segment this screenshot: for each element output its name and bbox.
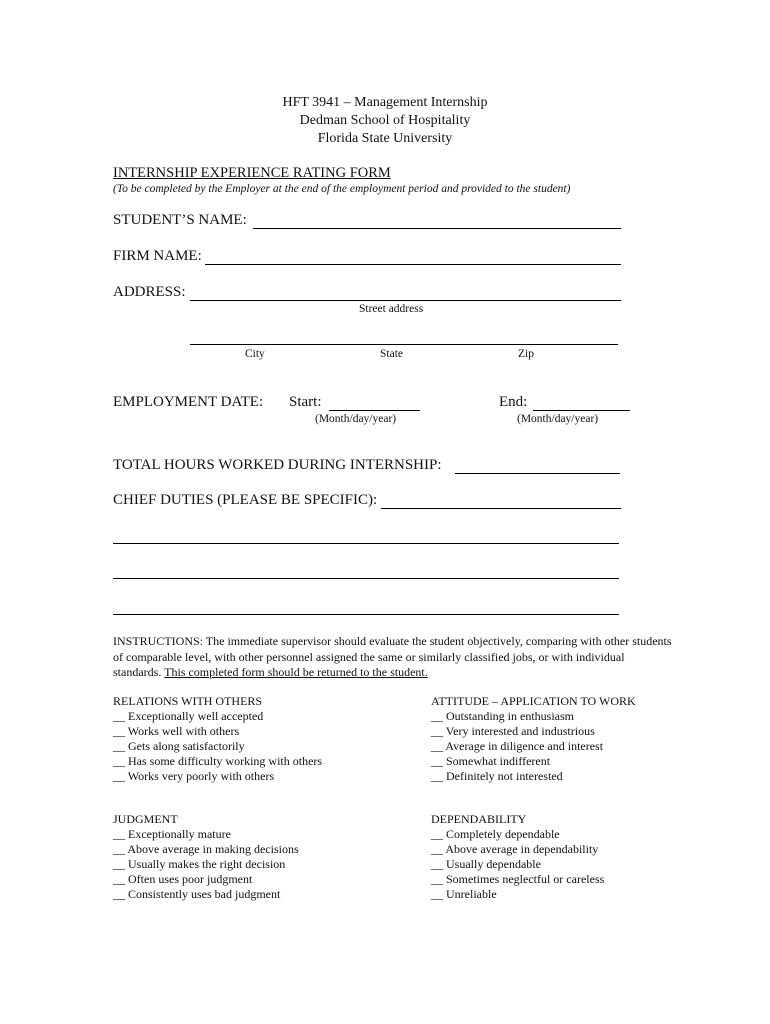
dependability-option[interactable]: __ Completely dependable <box>431 827 560 841</box>
judgment-option[interactable]: __ Consistently uses bad judgment <box>113 887 281 901</box>
start-label: Start: <box>289 394 322 410</box>
instructions-text: INSTRUCTIONS: The immediate supervisor should evaluate the student objectively, comparing with other students of comparable level, with other personnel assigned the same or similarly classified jobs, or with individual standards. <box>113 634 672 679</box>
chief-duties-line-4[interactable] <box>113 614 619 615</box>
street-address-caption: Street address <box>359 303 424 315</box>
chief-duties-line-3[interactable] <box>113 578 619 579</box>
relations-title: RELATIONS WITH OTHERS <box>113 694 263 708</box>
start-date-format: (Month/day/year) <box>315 413 397 425</box>
end-date-format: (Month/day/year) <box>517 413 599 425</box>
university-name: Florida State University <box>317 131 453 146</box>
dependability-option[interactable]: __ Unreliable <box>431 887 497 901</box>
dependability-section <box>431 812 604 902</box>
relations-option[interactable]: __ Has some difficulty working with others <box>113 754 323 768</box>
dependability-option[interactable]: __ Usually dependable <box>431 857 541 871</box>
judgment-option[interactable]: __ Above average in making decisions <box>113 842 299 856</box>
attitude-section <box>431 694 636 784</box>
firm-name-label: FIRM NAME: <box>113 248 202 264</box>
total-hours-field[interactable] <box>455 473 620 474</box>
instructions-return-note: This completed form should be returned to the student. <box>164 665 428 679</box>
relations-option[interactable]: __ Works well with others <box>113 724 240 738</box>
start-date-field[interactable] <box>329 410 420 411</box>
student-name-label: STUDENT’S NAME: <box>113 212 247 228</box>
zip-caption: Zip <box>518 348 534 360</box>
relations-option[interactable]: __ Gets along satisfactorily <box>113 739 245 753</box>
street-address-field[interactable] <box>190 300 621 301</box>
dependability-title: DEPENDABILITY <box>431 812 527 826</box>
end-date-field[interactable] <box>533 410 630 411</box>
judgment-option[interactable]: __ Exceptionally mature <box>113 827 231 841</box>
attitude-option[interactable]: __ Average in diligence and interest <box>431 739 604 753</box>
total-hours-label: TOTAL HOURS WORKED DURING INTERNSHIP: <box>113 457 442 473</box>
form-title: INTERNSHIP EXPERIENCE RATING FORM <box>113 165 391 181</box>
instructions <box>113 634 673 681</box>
dependability-option[interactable]: __ Sometimes neglectful or careless <box>431 872 605 886</box>
course-title: HFT 3941 – Management Internship <box>282 95 488 110</box>
employment-date-label: EMPLOYMENT DATE: <box>113 394 264 410</box>
attitude-option[interactable]: __ Outstanding in enthusiasm <box>431 709 574 723</box>
judgment-option[interactable]: __ Often uses poor judgment <box>113 872 253 886</box>
chief-duties-line-2[interactable] <box>113 543 619 544</box>
city-state-zip-field[interactable] <box>190 344 618 345</box>
end-label: End: <box>499 394 528 410</box>
address-label: ADDRESS: <box>113 284 186 300</box>
state-caption: State <box>380 348 403 360</box>
attitude-option[interactable]: __ Somewhat indifferent <box>431 754 551 768</box>
form-subtitle: (To be completed by the Employer at the end of the employment period and provided to the student) <box>113 183 571 195</box>
judgment-title: JUDGMENT <box>113 812 178 826</box>
student-name-field[interactable] <box>253 228 621 229</box>
firm-name-field[interactable] <box>205 264 621 265</box>
judgment-option[interactable]: __ Usually makes the right decision <box>113 857 286 871</box>
judgment-section <box>113 812 299 902</box>
city-caption: City <box>245 348 265 360</box>
attitude-option[interactable]: __ Definitely not interested <box>431 769 563 783</box>
school-name: Dedman School of Hospitality <box>299 113 471 128</box>
chief-duties-label: CHIEF DUTIES (PLEASE BE SPECIFIC): <box>113 492 378 508</box>
attitude-option[interactable]: __ Very interested and industrious <box>431 724 595 738</box>
relations-section <box>113 694 322 784</box>
attitude-title: ATTITUDE – APPLICATION TO WORK <box>431 694 636 708</box>
relations-option[interactable]: __ Exceptionally well accepted <box>113 709 264 723</box>
relations-option[interactable]: __ Works very poorly with others <box>113 769 275 783</box>
chief-duties-field[interactable] <box>381 508 621 509</box>
dependability-option[interactable]: __ Above average in dependability <box>431 842 599 856</box>
